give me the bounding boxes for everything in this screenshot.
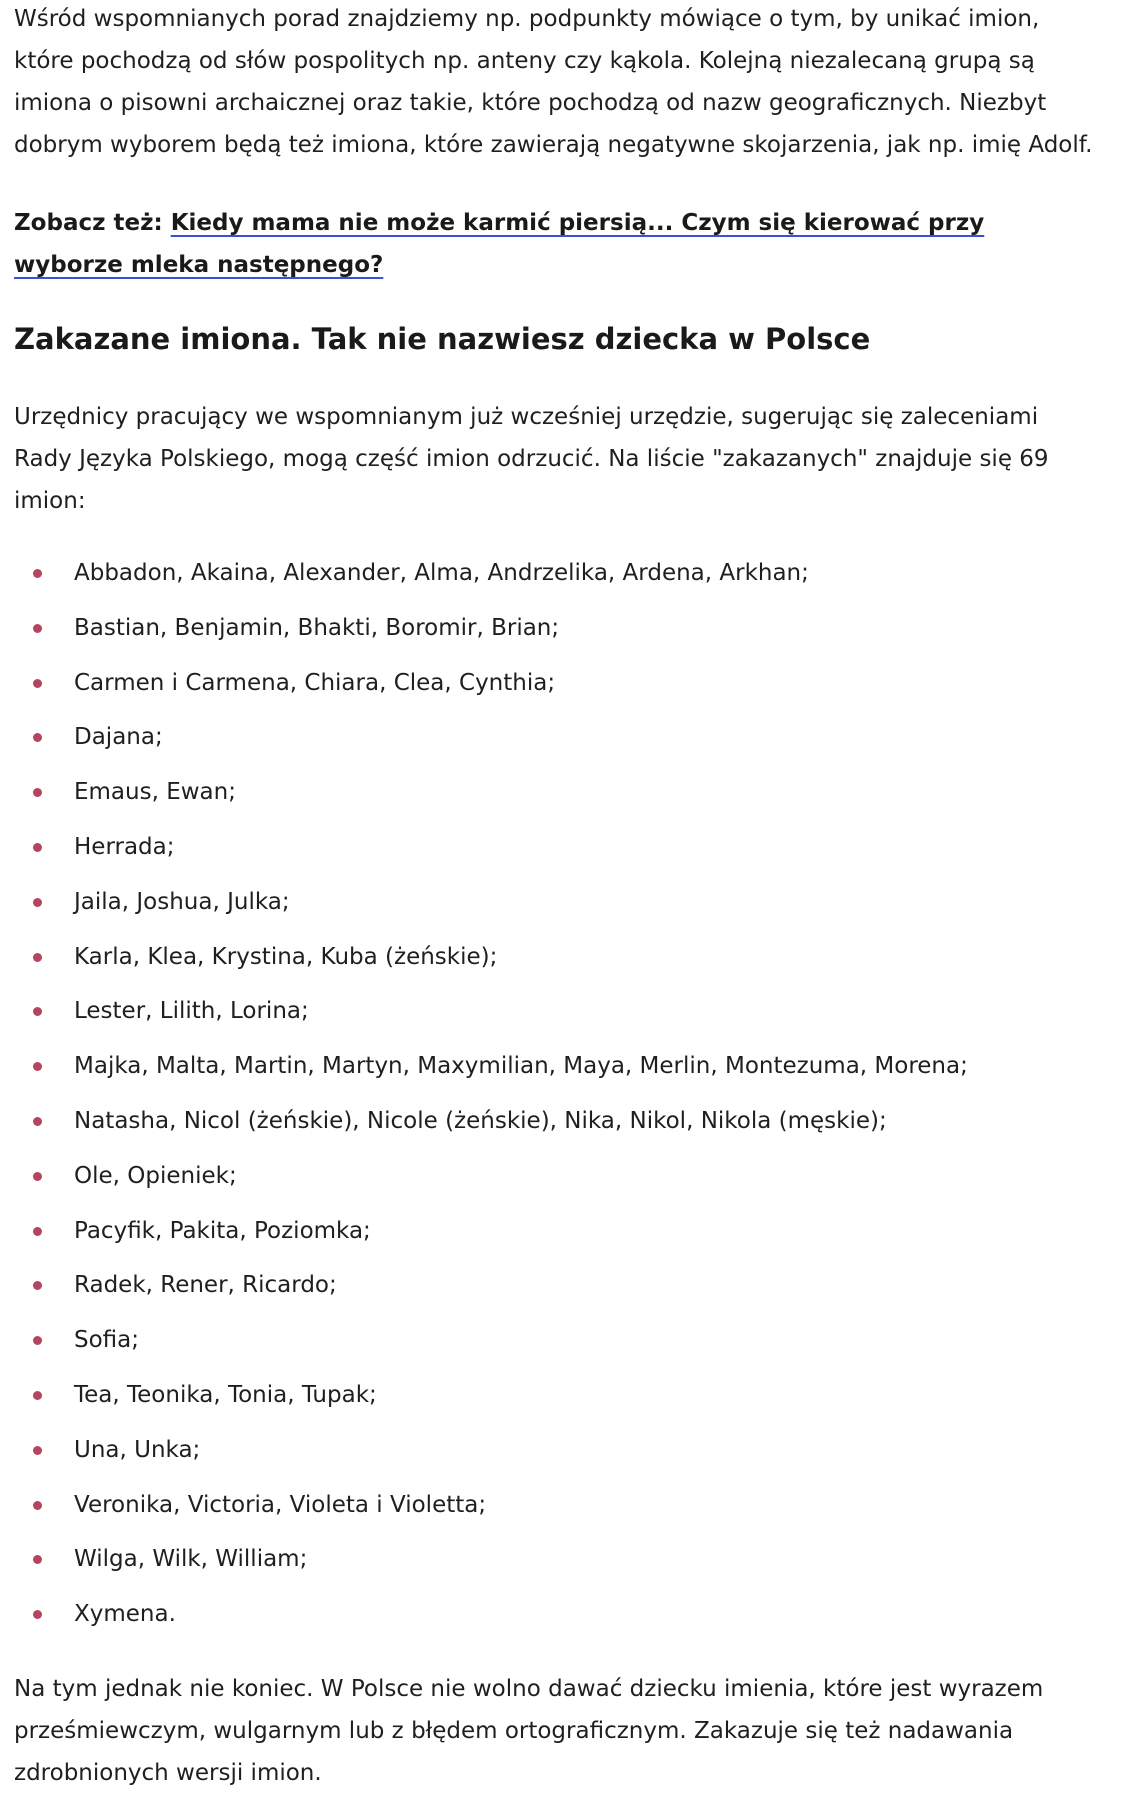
list-item	[14, 995, 1100, 1027]
bullet-icon	[33, 1391, 42, 1400]
list-item	[14, 1215, 1100, 1247]
list-item-text: Abbadon, Akaina, Alexander, Alma, Andrzelika, Ardena, Arkhan;	[74, 560, 809, 586]
bullet-icon	[33, 953, 42, 962]
list-item-text: Lester, Lilith, Lorina;	[74, 998, 309, 1025]
list-item	[14, 721, 1100, 753]
list-item	[14, 1050, 1100, 1082]
list-item-text: Wilga, Wilk, William;	[74, 1546, 308, 1573]
bullet-icon	[33, 1446, 42, 1455]
bullet-icon	[33, 1555, 42, 1564]
list-item	[14, 1598, 1100, 1630]
list-item	[14, 1324, 1100, 1356]
list-item	[14, 886, 1100, 918]
bullet-icon	[33, 1172, 42, 1181]
list-item-text: Dajana;	[74, 724, 163, 751]
list-item-text: Radek, Rener, Ricardo;	[74, 1272, 337, 1299]
list-item-text: Una, Unka;	[74, 1436, 201, 1463]
list-item-text: Majka, Malta, Martin, Martyn, Maxymilian, Maya, Merlin, Montezuma, Morena;	[74, 1053, 968, 1080]
list-item-text: Veronika, Victoria, Violeta i Violetta;	[74, 1491, 487, 1518]
forbidden-names-list	[14, 557, 1100, 1630]
bullet-icon	[33, 1501, 42, 1510]
list-item	[14, 667, 1100, 699]
list-item	[14, 941, 1100, 973]
see-also-link[interactable]: Kiedy mama nie może karmić piersią... Czym się kierować przy wyborze mleka następnego?	[14, 210, 985, 278]
list-item	[14, 557, 1100, 589]
list-item-text: Bastian, Benjamin, Bhakti, Boromir, Brian;	[74, 614, 560, 641]
bullet-icon	[33, 898, 42, 907]
intro-paragraph: Wśród wspomnianych porad znajdziemy np. podpunkty mówiące o tym, by unikać imion, które pochodzą od słów pospolitych np. anteny czy kąkola. Kolejną niezalecaną grupą są imiona o pisowni archaicznej oraz takie, które pochodzą od nazw geograficznych. Niezbyt dobrym wyborem będą też imiona, które zawierają negatywne skojarzenia, jak np. imię Adolf.	[14, 6, 1093, 158]
list-item	[14, 776, 1100, 808]
bullet-icon	[33, 733, 42, 742]
list-item	[14, 1434, 1100, 1466]
bullet-icon	[33, 1336, 42, 1345]
bullet-icon	[33, 1062, 42, 1071]
outro-paragraph: Na tym jednak nie koniec. W Polsce nie wolno dawać dziecku imienia, które jest wyrazem prześmiewczym, wulgarnym lub z błędem ortograficznym. Zakazuje się też nadawania zdrobnionych wersji imion.	[14, 1676, 1044, 1787]
list-item-text: Ole, Opieniek;	[74, 1162, 237, 1189]
list-item	[14, 1379, 1100, 1411]
list-item-text: Jaila, Joshua, Julka;	[74, 888, 290, 915]
list-item-text: Carmen i Carmena, Chiara, Clea, Cynthia;	[74, 669, 556, 696]
list-intro-paragraph: Urzędnicy pracujący we wspomnianym już wcześniej urzędzie, sugerując się zaleceniami Rady Języka Polskiego, mogą część imion odrzucić. Na liście "zakazanych" znajduje się 69 imion:	[14, 404, 1049, 514]
bullet-icon	[33, 788, 42, 797]
bullet-icon	[33, 569, 42, 578]
list-item-text: Tea, Teonika, Tonia, Tupak;	[74, 1381, 377, 1408]
bullet-icon	[33, 1007, 42, 1016]
see-also	[14, 202, 1100, 286]
bullet-icon	[33, 679, 42, 688]
list-item-text: Herrada;	[74, 833, 175, 860]
list-item	[14, 1105, 1100, 1137]
list-item-text: Sofia;	[74, 1327, 140, 1354]
list-item	[14, 1489, 1100, 1521]
list-item-text: Pacyfik, Pakita, Poziomka;	[74, 1217, 371, 1244]
list-item	[14, 612, 1100, 644]
list-item	[14, 1543, 1100, 1575]
list-item	[14, 1160, 1100, 1192]
list-item-text: Karla, Klea, Krystina, Kuba (żeńskie);	[74, 943, 498, 970]
section-heading: Zakazane imiona. Tak nie nazwiesz dziecka w Polsce	[14, 322, 871, 356]
bullet-icon	[33, 843, 42, 852]
list-item	[14, 831, 1100, 863]
bullet-icon	[33, 1227, 42, 1236]
bullet-icon	[33, 1281, 42, 1290]
bullet-icon	[33, 1117, 42, 1126]
see-also-label: Zobacz też:	[14, 210, 171, 236]
list-item	[14, 1269, 1100, 1301]
list-item-text: Natasha, Nicol (żeńskie), Nicole (żeńskie), Nika, Nikol, Nikola (męskie);	[74, 1107, 887, 1134]
bullet-icon	[33, 1610, 42, 1619]
list-item-text: Emaus, Ewan;	[74, 779, 236, 806]
bullet-icon	[33, 624, 42, 633]
list-item-text: Xymena.	[74, 1601, 176, 1628]
